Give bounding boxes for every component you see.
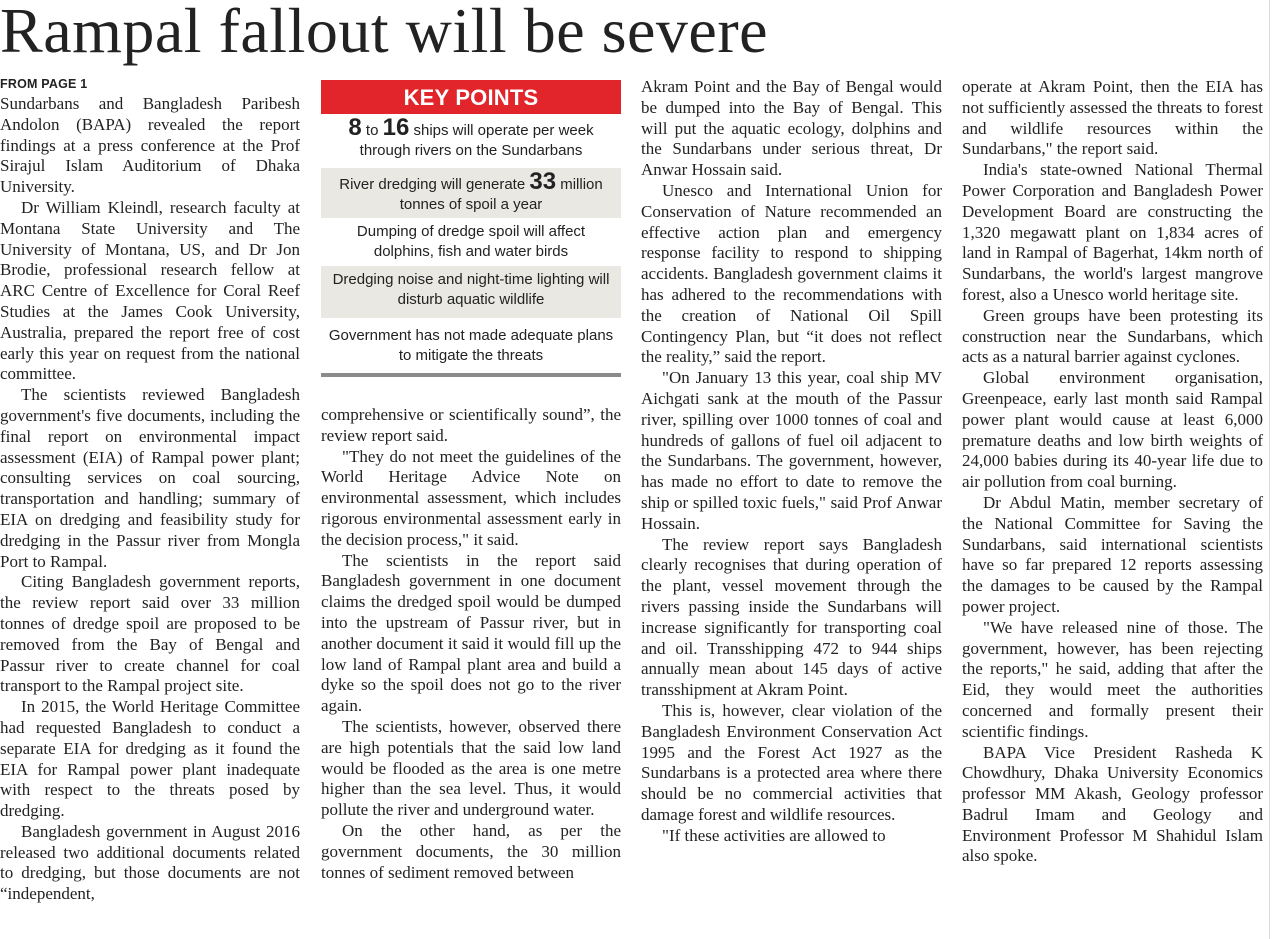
key-point-number: 16 <box>382 114 410 141</box>
paragraph: BAPA Vice President Rasheda K Chowdhury, Dhaka University Economics professor MM Akash, Geology professor Badrul Imam and Geology and Environment Professor M Shahidul Islam also spoke. <box>962 742 1263 866</box>
key-point-item <box>321 218 621 266</box>
paragraph: Dr Abdul Matin, member secretary of the National Committee for Saving the Sundarbans, said international scientists have so far prepared 12 reports assessing the damages to be caused by the Rampal power project. <box>962 492 1263 616</box>
article-column-4 <box>962 77 1263 867</box>
paragraph: "On January 13 this year, coal ship MV Aichgati sank at the mouth of the Passur river, spilling over 1000 tonnes of coal and hundreds of gallons of fuel oil adjacent to the Sundarbans. The government, however, has made no effort to date to remove the ship or spilled toxic fuels," said Prof Anwar Hossain. <box>641 368 942 533</box>
key-point-text: River dredging will generate <box>339 176 530 193</box>
key-point-text: Government has not made adequate plans to mitigate the threats <box>328 327 614 364</box>
paragraph: Unesco and International Union for Conservation of Nature recommended an effective action plan and emergency response facility to respond to shipping accidents. Bangladesh government claims it has adhered to the recommendations with the creation of National Oil Spill Contingency Plan, but “it does not reflect the reality,” said the report. <box>641 180 942 367</box>
key-point-item <box>321 318 621 373</box>
paragraph: On the other hand, as per the government documents, the 30 million tonnes of sediment removed between <box>321 820 621 882</box>
paragraph: The scientists reviewed Bangladesh government's five documents, including the final report on environmental impact assessment (EIA) of Rampal power plant; consulting services on coal sourcing, transportation and handling; summary of EIA on dredging and feasibility study for dredging in the Passur river from Mongla Port to Rampal. <box>0 385 300 571</box>
article-column-2 <box>321 405 621 883</box>
article-column-1 <box>0 94 300 905</box>
paragraph: operate at Akram Point, then the EIA has not sufficiently assessed the threats to forest and wildlife resources within the Sundarbans," the report said. <box>962 77 1263 159</box>
paragraph: Bangladesh government in August 2016 released two additional documents related to dredging, but those documents are not “independent, <box>0 821 300 904</box>
paragraph: This is, however, clear violation of the Bangladesh Environment Conservation Act 1995 and the Forest Act 1927 as the Sundarbans is a protected area where there should be no commercial activities that damage forest and wildlife resources. <box>641 700 942 824</box>
key-point-item <box>321 266 621 318</box>
page-edge-rule <box>1269 0 1270 939</box>
key-point-number: 8 <box>348 114 362 141</box>
paragraph: Global environment organisation, Greenpeace, early last month said Rampal power plant would cause at least 6,000 premature deaths and low birth weights of 24,000 babies during its 40-year life due to air pollution from coal burning. <box>962 368 1263 492</box>
paragraph: Sundarbans and Bangladesh Paribesh Andolon (BAPA) revealed the report findings at a press conference at the Prof Sirajul Islam Auditorium of Dhaka University. <box>0 94 300 197</box>
key-point-text: Dredging noise and night-time lighting will disturb aquatic wildlife <box>332 271 610 308</box>
paragraph: comprehensive or scientifically sound”, the review report said. <box>321 405 621 445</box>
article-column-3 <box>641 77 942 846</box>
key-points-bottom-rule <box>321 373 621 377</box>
key-points-title: KEY POINTS <box>321 80 621 114</box>
key-point-item <box>321 168 621 218</box>
paragraph: In 2015, the World Heritage Committee had requested Bangladesh to conduct a separate EIA for dredging as it found the EIA for Rampal power plant inadequate with respect to the threats posed by dredging. <box>0 697 300 821</box>
key-points-box <box>321 80 621 377</box>
headline: Rampal fallout will be severe <box>0 0 769 66</box>
key-point-text: ships will operate per week through rivers on the Sundarbans <box>359 122 594 159</box>
paragraph: The scientists in the report said Bangladesh government in one document claims the dredged spoil would be dumped into the upstream of Passur river, but in another document it said it would fill up the low land of Rampal plant area and build a dyke so the spoil does not go to the river again. <box>321 550 621 716</box>
paragraph: Dr William Kleindl, research faculty at Montana State University and The University of Montana, US, and Dr Jon Brodie, professional research fellow at ARC Centre of Excellence for Coral Reef Studies at the James Cook University, Australia, prepared the report free of cost early this year on request from the national committee. <box>0 197 300 384</box>
paragraph: The scientists, however, observed there are high potentials that the said low land would be flooded as the area is one metre higher than the sea level. Thus, it would pollute the river and underground water. <box>321 716 621 820</box>
paragraph: Citing Bangladesh government reports, the review report said over 33 million tonnes of dredge spoil are proposed to be removed from the Bay of Bengal and Passur river to create channel for coal transport to the Rampal project site. <box>0 572 300 696</box>
paragraph: "We have released nine of those. The government, however, has been rejecting the reports," he said, adding that after the Eid, they would meet the authorities concerned and formally present their scientific findings. <box>962 617 1263 741</box>
paragraph: The review report says Bangladesh clearly recognises that during operation of the plant, vessel movement through the rivers passing inside the Sundarbans will increase significantly for transporting coal and oil. Transshipping 472 to 944 ships annually mean about 145 days of active transshipment at Akram Point. <box>641 534 942 700</box>
key-point-number: 33 <box>529 168 557 195</box>
key-point-item <box>321 114 621 168</box>
paragraph: "They do not meet the guidelines of the World Heritage Advice Note on environmental assessment, which includes rigorous environmental assessment early in the decision process," it said. <box>321 446 621 549</box>
from-page-label: FROM PAGE 1 <box>0 77 88 91</box>
key-point-text: to <box>361 122 383 139</box>
paragraph: India's state-owned National Thermal Power Corporation and Bangladesh Power Development Board are constructing the 1,320 megawatt plant on 1,834 acres of land in Rampal of Bagerhat, 14km north of Sundarbans, the world's largest mangrove forest, also a Unesco world heritage site. <box>962 160 1263 304</box>
key-point-text: Dumping of dredge spoil will affect dolphins, fish and water birds <box>356 223 586 260</box>
key-point-text: million tonnes of spoil a year <box>399 176 603 213</box>
paragraph: Green groups have been protesting its construction near the Sundarbans, which acts as a natural barrier against cyclones. <box>962 305 1263 367</box>
paragraph: Akram Point and the Bay of Bengal would be dumped into the Bay of Bengal. This will put the aquatic ecology, dolphins and the Sundarbans under serious threat, Dr Anwar Hossain said. <box>641 77 942 180</box>
paragraph: "If these activities are allowed to <box>662 825 886 845</box>
